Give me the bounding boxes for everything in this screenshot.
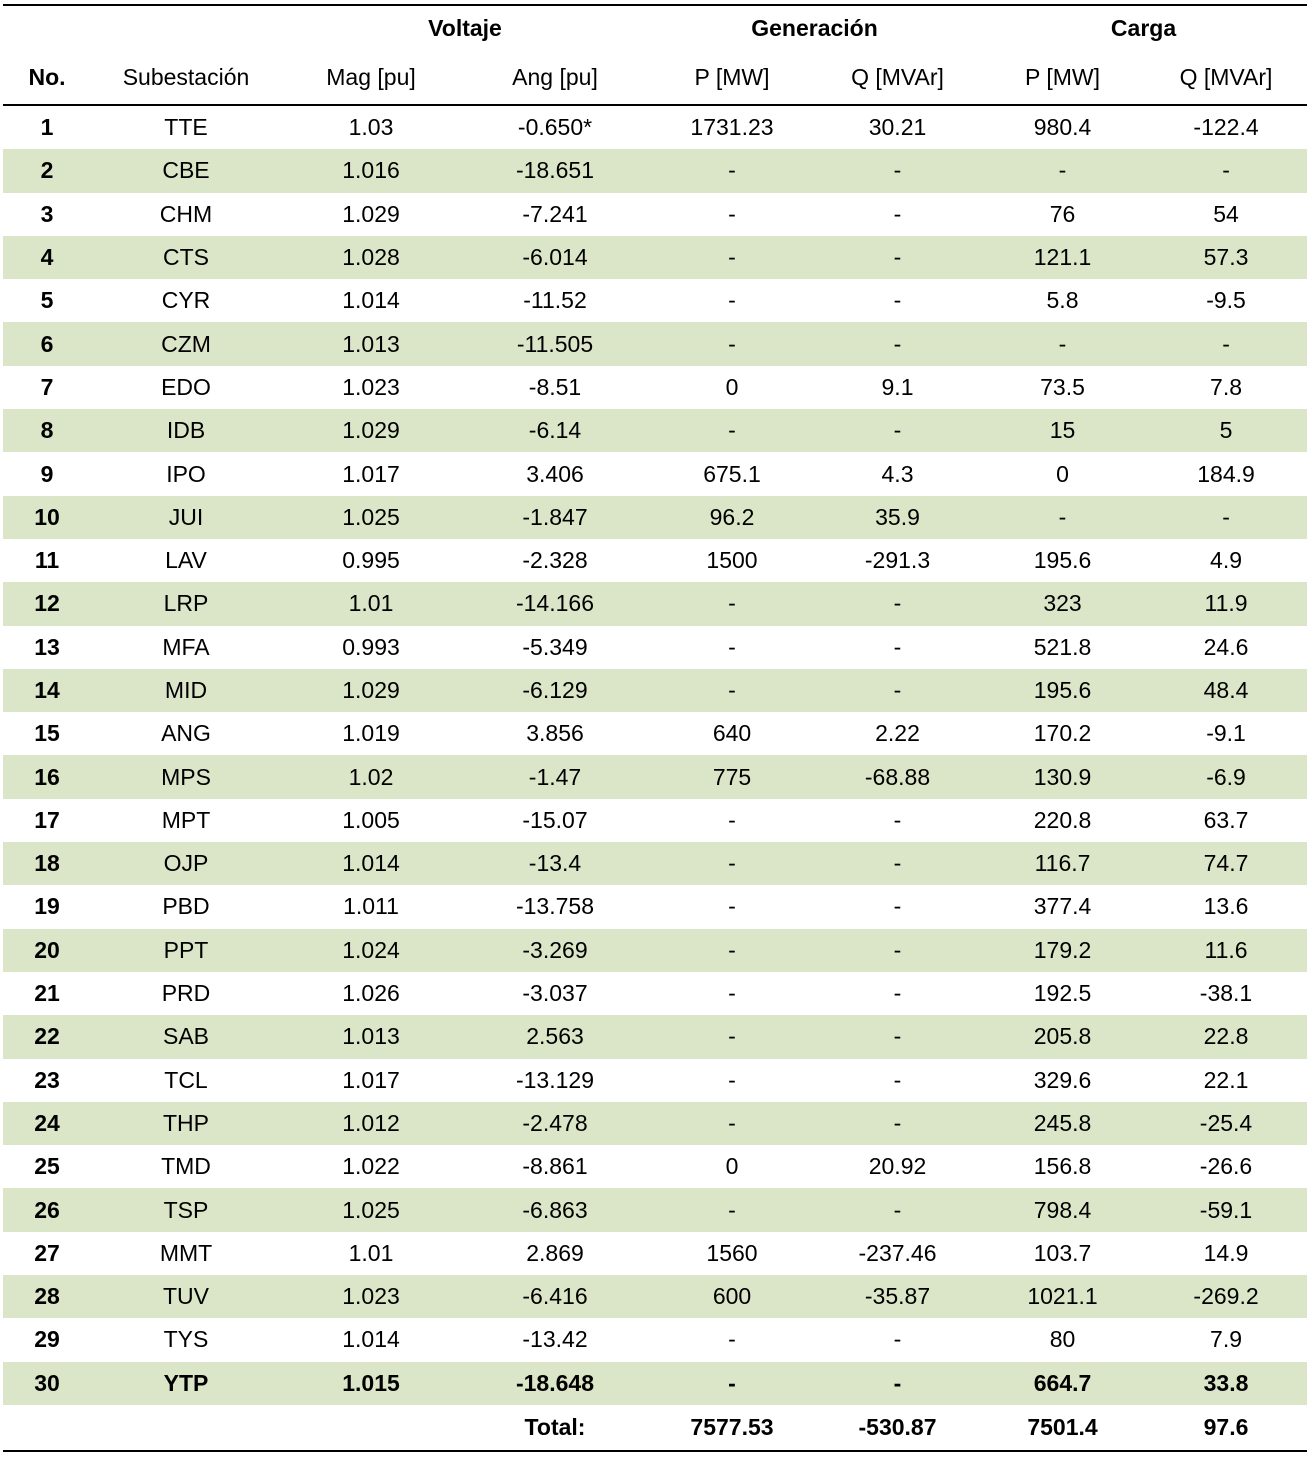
total-row bbox=[3, 1405, 1307, 1451]
cell-no: 29 bbox=[34, 1326, 60, 1353]
cell-gen-p: - bbox=[728, 893, 736, 920]
cell-no: 10 bbox=[3, 496, 91, 539]
cell-ang: -11.505 bbox=[461, 322, 649, 365]
cell-gen-q: 20.92 bbox=[868, 1153, 927, 1180]
cell-load-p: 170.2 bbox=[1033, 720, 1092, 747]
cell-load-q: 33.8 bbox=[1145, 1362, 1307, 1405]
cell-gen-q: - bbox=[893, 980, 902, 1007]
cell-mag: 1.028 bbox=[281, 236, 461, 279]
cell-subestacion: PRD bbox=[161, 980, 211, 1007]
table-row bbox=[3, 1145, 1307, 1188]
cell-gen-q: - bbox=[815, 842, 980, 885]
cell-subestacion: TMD bbox=[161, 1153, 211, 1180]
cell-ang: -11.52 bbox=[523, 287, 587, 314]
cell-gen-p: 1560 bbox=[706, 1239, 758, 1266]
total-load-q: 97.6 bbox=[1145, 1405, 1307, 1451]
cell-no: 30 bbox=[3, 1362, 91, 1405]
cell-mag: 1.01 bbox=[348, 1239, 394, 1266]
cell-no: 22 bbox=[3, 1015, 91, 1058]
cell-ang: -13.129 bbox=[515, 1066, 594, 1093]
cell-gen-p: - bbox=[649, 842, 815, 885]
cell-subestacion: MID bbox=[91, 669, 281, 712]
cell-subestacion: MFA bbox=[162, 633, 210, 660]
cell-ang: -6.416 bbox=[461, 1275, 649, 1318]
table-row bbox=[3, 496, 1307, 539]
cell-load-p: 116.7 bbox=[980, 842, 1145, 885]
cell-load-q: 11.9 bbox=[1145, 582, 1307, 625]
cell-load-p: 323 bbox=[980, 582, 1145, 625]
cell-no: 25 bbox=[34, 1153, 60, 1180]
cell-ang: -5.349 bbox=[522, 633, 588, 660]
cell-load-q: 7.8 bbox=[1210, 373, 1243, 400]
cell-mag: 1.026 bbox=[342, 980, 400, 1007]
cell-load-q: 184.9 bbox=[1197, 460, 1255, 487]
cell-gen-p: - bbox=[649, 1188, 815, 1231]
cell-load-q: -269.2 bbox=[1145, 1275, 1307, 1318]
cell-ang: -1.847 bbox=[461, 496, 649, 539]
table-row bbox=[3, 193, 1307, 236]
cell-load-p: 195.6 bbox=[1033, 547, 1092, 574]
cell-gen-p: - bbox=[728, 1066, 736, 1093]
cell-no: 15 bbox=[34, 720, 60, 747]
cell-subestacion: PPT bbox=[91, 929, 281, 972]
cell-load-q: 74.7 bbox=[1145, 842, 1307, 885]
cell-ang: -8.861 bbox=[522, 1153, 588, 1180]
cell-load-q: -9.5 bbox=[1206, 287, 1246, 314]
cell-load-q: -38.1 bbox=[1199, 980, 1253, 1007]
cell-ang: -13.758 bbox=[515, 893, 594, 920]
group-header-empty bbox=[3, 5, 91, 51]
cell-load-q: 14.9 bbox=[1203, 1239, 1249, 1266]
cell-load-p: - bbox=[980, 322, 1145, 365]
cell-mag: 1.023 bbox=[281, 1275, 461, 1318]
table-row bbox=[3, 1102, 1307, 1145]
cell-gen-q: -68.88 bbox=[815, 755, 980, 798]
cell-gen-q: 35.9 bbox=[815, 496, 980, 539]
table-row bbox=[3, 755, 1307, 798]
cell-subestacion: LAV bbox=[165, 547, 207, 574]
cell-load-p: 664.7 bbox=[980, 1362, 1145, 1405]
cell-mag: 1.022 bbox=[342, 1153, 400, 1180]
table-row bbox=[3, 1188, 1307, 1231]
cell-ang: -6.129 bbox=[461, 669, 649, 712]
group-header-empty bbox=[91, 5, 281, 51]
cell-load-q: 5 bbox=[1145, 409, 1307, 452]
table-row bbox=[3, 1362, 1307, 1405]
cell-gen-p: 675.1 bbox=[703, 460, 761, 487]
cell-gen-p: 1500 bbox=[706, 547, 758, 574]
cell-gen-q: - bbox=[815, 149, 980, 192]
table-row bbox=[3, 885, 1307, 928]
cell-ang: -1.47 bbox=[461, 755, 649, 798]
cell-subestacion: CZM bbox=[91, 322, 281, 365]
cell-mag: 1.014 bbox=[342, 287, 400, 314]
cell-gen-p: - bbox=[728, 806, 736, 833]
cell-load-p: 205.8 bbox=[980, 1015, 1145, 1058]
cell-mag: 1.011 bbox=[343, 893, 399, 920]
cell-mag: 1.029 bbox=[281, 409, 461, 452]
table-row bbox=[3, 105, 1307, 149]
cell-load-q: 57.3 bbox=[1145, 236, 1307, 279]
table-row bbox=[3, 452, 1307, 495]
cell-no: 16 bbox=[3, 755, 91, 798]
cell-subestacion: PBD bbox=[162, 893, 210, 920]
cell-load-q: 7.9 bbox=[1210, 1326, 1243, 1353]
cell-subestacion: CYR bbox=[161, 287, 211, 314]
cell-no: 4 bbox=[3, 236, 91, 279]
col-header-load-q: Q [MVAr] bbox=[1145, 51, 1307, 105]
table-row bbox=[3, 582, 1307, 625]
cell-gen-p: - bbox=[649, 582, 815, 625]
cell-gen-p: - bbox=[649, 1015, 815, 1058]
cell-mag: 1.023 bbox=[342, 373, 400, 400]
cell-load-p: 195.6 bbox=[980, 669, 1145, 712]
cell-subestacion: CBE bbox=[91, 149, 281, 192]
cell-load-q: - bbox=[1145, 149, 1307, 192]
cell-load-p: 130.9 bbox=[980, 755, 1145, 798]
cell-load-p: 156.8 bbox=[1033, 1153, 1092, 1180]
cell-gen-q: - bbox=[893, 893, 902, 920]
table-row bbox=[3, 669, 1307, 712]
cell-ang: -0.650* bbox=[517, 114, 593, 141]
cell-gen-q: - bbox=[893, 200, 902, 227]
cell-subestacion: MPS bbox=[91, 755, 281, 798]
cell-subestacion: IPO bbox=[166, 460, 206, 487]
cell-load-p: 329.6 bbox=[1033, 1066, 1092, 1093]
cell-mag: 0.993 bbox=[342, 633, 400, 660]
cell-no: 13 bbox=[34, 633, 60, 660]
cell-mag: 1.01 bbox=[281, 582, 461, 625]
cell-gen-p: - bbox=[649, 236, 815, 279]
cell-subestacion: TUV bbox=[91, 1275, 281, 1318]
col-header-load-p: P [MW] bbox=[980, 51, 1145, 105]
cell-load-q: -6.9 bbox=[1145, 755, 1307, 798]
cell-ang: -8.51 bbox=[528, 373, 582, 400]
cell-subestacion: TCL bbox=[164, 1066, 208, 1093]
cell-gen-p: - bbox=[649, 409, 815, 452]
cell-load-q: 54 bbox=[1213, 200, 1239, 227]
cell-gen-q: - bbox=[815, 1102, 980, 1145]
cell-gen-q: - bbox=[893, 806, 902, 833]
cell-subestacion: THP bbox=[91, 1102, 281, 1145]
cell-ang: -6.14 bbox=[461, 409, 649, 452]
cell-subestacion: MMT bbox=[159, 1239, 213, 1266]
table-row bbox=[3, 1015, 1307, 1058]
cell-gen-q: 4.3 bbox=[881, 460, 914, 487]
cell-gen-q: - bbox=[815, 582, 980, 625]
table-row bbox=[3, 799, 1307, 842]
cell-mag: 1.013 bbox=[281, 1015, 461, 1058]
cell-load-q: -26.6 bbox=[1199, 1153, 1253, 1180]
cell-subestacion: TTE bbox=[164, 114, 208, 141]
cell-gen-p: 640 bbox=[712, 720, 752, 747]
cell-gen-q: -291.3 bbox=[864, 547, 931, 574]
col-header-mag: Mag [pu] bbox=[281, 51, 461, 105]
cell-mag: 1.03 bbox=[348, 114, 394, 141]
cell-no: 9 bbox=[40, 460, 54, 487]
cell-no: 27 bbox=[34, 1239, 60, 1266]
cell-no: 11 bbox=[34, 547, 60, 574]
cell-no: 3 bbox=[40, 200, 54, 227]
cell-ang: -6.014 bbox=[461, 236, 649, 279]
cell-load-p: 121.1 bbox=[980, 236, 1145, 279]
cell-subestacion: ANG bbox=[161, 720, 211, 747]
cell-load-q: 24.6 bbox=[1203, 633, 1249, 660]
cell-load-p: 73.5 bbox=[1040, 373, 1085, 400]
cell-ang: -3.269 bbox=[461, 929, 649, 972]
table-row bbox=[3, 539, 1307, 582]
cell-ang: -18.648 bbox=[461, 1362, 649, 1405]
cell-ang: 2.563 bbox=[461, 1015, 649, 1058]
cell-gen-p: - bbox=[649, 149, 815, 192]
cell-no: 19 bbox=[34, 893, 60, 920]
cell-gen-p: - bbox=[728, 980, 736, 1007]
cell-ang: -2.328 bbox=[522, 547, 588, 574]
cell-subestacion: TSP bbox=[91, 1188, 281, 1231]
cell-load-p: 1021.1 bbox=[980, 1275, 1145, 1318]
cell-gen-q: - bbox=[893, 1326, 902, 1353]
cell-no: 17 bbox=[34, 806, 60, 833]
cell-load-p: 76 bbox=[1049, 200, 1076, 227]
cell-mag: 1.019 bbox=[342, 720, 400, 747]
cell-no: 2 bbox=[3, 149, 91, 192]
table-row bbox=[3, 236, 1307, 279]
cell-load-p: 103.7 bbox=[1033, 1239, 1092, 1266]
cell-load-q: - bbox=[1145, 496, 1307, 539]
cell-mag: 1.014 bbox=[281, 842, 461, 885]
cell-no: 24 bbox=[3, 1102, 91, 1145]
table-row bbox=[3, 1275, 1307, 1318]
cell-gen-q: -237.46 bbox=[858, 1239, 937, 1266]
cell-gen-p: 96.2 bbox=[649, 496, 815, 539]
cell-ang: -3.037 bbox=[522, 980, 588, 1007]
column-header-row bbox=[3, 51, 1307, 105]
cell-load-q: 48.4 bbox=[1145, 669, 1307, 712]
cell-load-q: 11.6 bbox=[1145, 929, 1307, 972]
cell-no: 12 bbox=[3, 582, 91, 625]
cell-gen-p: - bbox=[649, 669, 815, 712]
cell-no: 21 bbox=[34, 980, 60, 1007]
table-row bbox=[3, 712, 1307, 755]
table-row bbox=[3, 279, 1307, 322]
cell-no: 26 bbox=[3, 1188, 91, 1231]
cell-load-q: -59.1 bbox=[1145, 1188, 1307, 1231]
cell-no: 6 bbox=[3, 322, 91, 365]
cell-ang: -6.863 bbox=[461, 1188, 649, 1231]
cell-gen-q: - bbox=[815, 409, 980, 452]
cell-gen-q: 2.22 bbox=[875, 720, 920, 747]
cell-load-q: -122.4 bbox=[1193, 114, 1259, 141]
cell-mag: 1.02 bbox=[281, 755, 461, 798]
cell-no: 28 bbox=[3, 1275, 91, 1318]
group-header-generacion: Generación bbox=[649, 5, 980, 51]
cell-gen-q: - bbox=[815, 929, 980, 972]
cell-gen-q: - bbox=[815, 1015, 980, 1058]
cell-no: 18 bbox=[3, 842, 91, 885]
table-row bbox=[3, 1232, 1307, 1275]
cell-no: 23 bbox=[34, 1066, 60, 1093]
cell-gen-p: 600 bbox=[649, 1275, 815, 1318]
cell-load-p: 192.5 bbox=[1033, 980, 1092, 1007]
table-row bbox=[3, 366, 1307, 409]
cell-mag: 1.013 bbox=[281, 322, 461, 365]
cell-no: 20 bbox=[3, 929, 91, 972]
cell-subestacion: MPT bbox=[161, 806, 211, 833]
cell-mag: 1.029 bbox=[281, 669, 461, 712]
cell-load-q: 22.1 bbox=[1203, 1066, 1249, 1093]
cell-subestacion: EDO bbox=[161, 373, 211, 400]
total-empty bbox=[3, 1405, 91, 1451]
cell-load-p: 179.2 bbox=[980, 929, 1145, 972]
cell-load-p: 220.8 bbox=[1033, 806, 1092, 833]
cell-gen-p: 1731.23 bbox=[690, 114, 774, 141]
cell-no: 7 bbox=[40, 373, 54, 400]
cell-ang: -13.42 bbox=[522, 1326, 588, 1353]
cell-mag: 1.005 bbox=[342, 806, 400, 833]
cell-load-q: -9.1 bbox=[1206, 720, 1246, 747]
total-empty bbox=[91, 1405, 281, 1451]
cell-load-q: 4.9 bbox=[1210, 547, 1243, 574]
total-load-p: 7501.4 bbox=[980, 1405, 1145, 1451]
table-row bbox=[3, 626, 1307, 669]
cell-mag: 1.014 bbox=[342, 1326, 400, 1353]
table-row bbox=[3, 149, 1307, 192]
cell-mag: 1.025 bbox=[281, 1188, 461, 1231]
cell-mag: 1.025 bbox=[281, 496, 461, 539]
cell-load-q: 63.7 bbox=[1203, 806, 1249, 833]
cell-ang: -7.241 bbox=[522, 200, 588, 227]
cell-gen-q: - bbox=[815, 236, 980, 279]
substation-table bbox=[3, 4, 1307, 1452]
cell-ang: -2.478 bbox=[461, 1102, 649, 1145]
cell-load-p: - bbox=[980, 496, 1145, 539]
cell-no: 5 bbox=[40, 287, 54, 314]
cell-load-p: 80 bbox=[1049, 1326, 1076, 1353]
cell-ang: -13.4 bbox=[461, 842, 649, 885]
col-header-gen-q: Q [MVAr] bbox=[815, 51, 980, 105]
cell-mag: 1.015 bbox=[281, 1362, 461, 1405]
table-row bbox=[3, 842, 1307, 885]
cell-mag: 1.016 bbox=[281, 149, 461, 192]
cell-subestacion: JUI bbox=[91, 496, 281, 539]
cell-load-q: 22.8 bbox=[1145, 1015, 1307, 1058]
cell-mag: 1.029 bbox=[342, 200, 400, 227]
cell-subestacion: OJP bbox=[91, 842, 281, 885]
cell-gen-q: - bbox=[815, 1362, 980, 1405]
col-header-gen-p: P [MW] bbox=[649, 51, 815, 105]
cell-gen-q: - bbox=[893, 1066, 902, 1093]
cell-load-q: 13.6 bbox=[1203, 893, 1249, 920]
cell-gen-p: 0 bbox=[725, 373, 739, 400]
cell-load-p: 245.8 bbox=[980, 1102, 1145, 1145]
cell-gen-q: - bbox=[893, 287, 902, 314]
group-header-voltaje: Voltaje bbox=[281, 5, 649, 51]
table-row bbox=[3, 1318, 1307, 1361]
group-header-carga: Carga bbox=[980, 5, 1307, 51]
table-body bbox=[3, 105, 1307, 1405]
cell-gen-p: - bbox=[728, 200, 736, 227]
cell-ang: -14.166 bbox=[461, 582, 649, 625]
cell-gen-p: - bbox=[728, 1326, 736, 1353]
cell-mag: 0.995 bbox=[342, 547, 400, 574]
total-label: Total: bbox=[461, 1405, 649, 1451]
cell-gen-p: 0 bbox=[725, 1153, 739, 1180]
total-empty bbox=[281, 1405, 461, 1451]
cell-load-p: 377.4 bbox=[1033, 893, 1092, 920]
cell-subestacion: TYS bbox=[163, 1326, 209, 1353]
cell-mag: 1.012 bbox=[281, 1102, 461, 1145]
table-row bbox=[3, 1059, 1307, 1102]
total-gen-p: 7577.53 bbox=[649, 1405, 815, 1451]
col-header-ang: Ang [pu] bbox=[461, 51, 649, 105]
table-row bbox=[3, 322, 1307, 365]
table-row bbox=[3, 972, 1307, 1015]
col-header-subestacion: Subestación bbox=[91, 51, 281, 105]
total-gen-q: -530.87 bbox=[815, 1405, 980, 1451]
cell-mag: 1.017 bbox=[342, 460, 400, 487]
group-header-row bbox=[3, 5, 1307, 51]
cell-gen-p: - bbox=[649, 1102, 815, 1145]
cell-ang: 2.869 bbox=[526, 1239, 584, 1266]
cell-load-q: - bbox=[1145, 322, 1307, 365]
cell-gen-p: - bbox=[649, 322, 815, 365]
cell-load-p: - bbox=[980, 149, 1145, 192]
cell-load-q: -25.4 bbox=[1145, 1102, 1307, 1145]
cell-ang: 3.406 bbox=[526, 460, 584, 487]
cell-load-p: 0 bbox=[1056, 460, 1069, 487]
cell-gen-q: 30.21 bbox=[868, 114, 927, 141]
cell-gen-q: 9.1 bbox=[881, 373, 914, 400]
cell-gen-p: - bbox=[728, 287, 736, 314]
table-row bbox=[3, 929, 1307, 972]
cell-gen-p: 775 bbox=[649, 755, 815, 798]
cell-mag: 1.017 bbox=[342, 1066, 400, 1093]
col-header-no: No. bbox=[3, 51, 91, 105]
cell-subestacion: YTP bbox=[91, 1362, 281, 1405]
cell-gen-p: - bbox=[649, 1362, 815, 1405]
cell-load-p: 15 bbox=[980, 409, 1145, 452]
cell-gen-q: - bbox=[815, 669, 980, 712]
cell-gen-q: - bbox=[893, 633, 902, 660]
cell-subestacion: CTS bbox=[91, 236, 281, 279]
cell-mag: 1.024 bbox=[281, 929, 461, 972]
cell-subestacion: IDB bbox=[91, 409, 281, 452]
cell-gen-q: -35.87 bbox=[815, 1275, 980, 1318]
cell-subestacion: CHM bbox=[159, 200, 213, 227]
cell-gen-q: - bbox=[815, 1188, 980, 1231]
cell-no: 14 bbox=[3, 669, 91, 712]
cell-gen-p: - bbox=[649, 929, 815, 972]
cell-load-p: 5.8 bbox=[1046, 287, 1079, 314]
cell-subestacion: SAB bbox=[91, 1015, 281, 1058]
cell-ang: 3.856 bbox=[526, 720, 584, 747]
cell-gen-p: - bbox=[728, 633, 736, 660]
cell-subestacion: LRP bbox=[91, 582, 281, 625]
cell-load-p: 798.4 bbox=[980, 1188, 1145, 1231]
cell-no: 1 bbox=[40, 114, 54, 141]
cell-load-p: 980.4 bbox=[1033, 114, 1092, 141]
table-row bbox=[3, 409, 1307, 452]
cell-gen-q: - bbox=[815, 322, 980, 365]
cell-ang: -18.651 bbox=[461, 149, 649, 192]
cell-load-p: 521.8 bbox=[1033, 633, 1092, 660]
cell-no: 8 bbox=[3, 409, 91, 452]
cell-ang: -15.07 bbox=[522, 806, 588, 833]
